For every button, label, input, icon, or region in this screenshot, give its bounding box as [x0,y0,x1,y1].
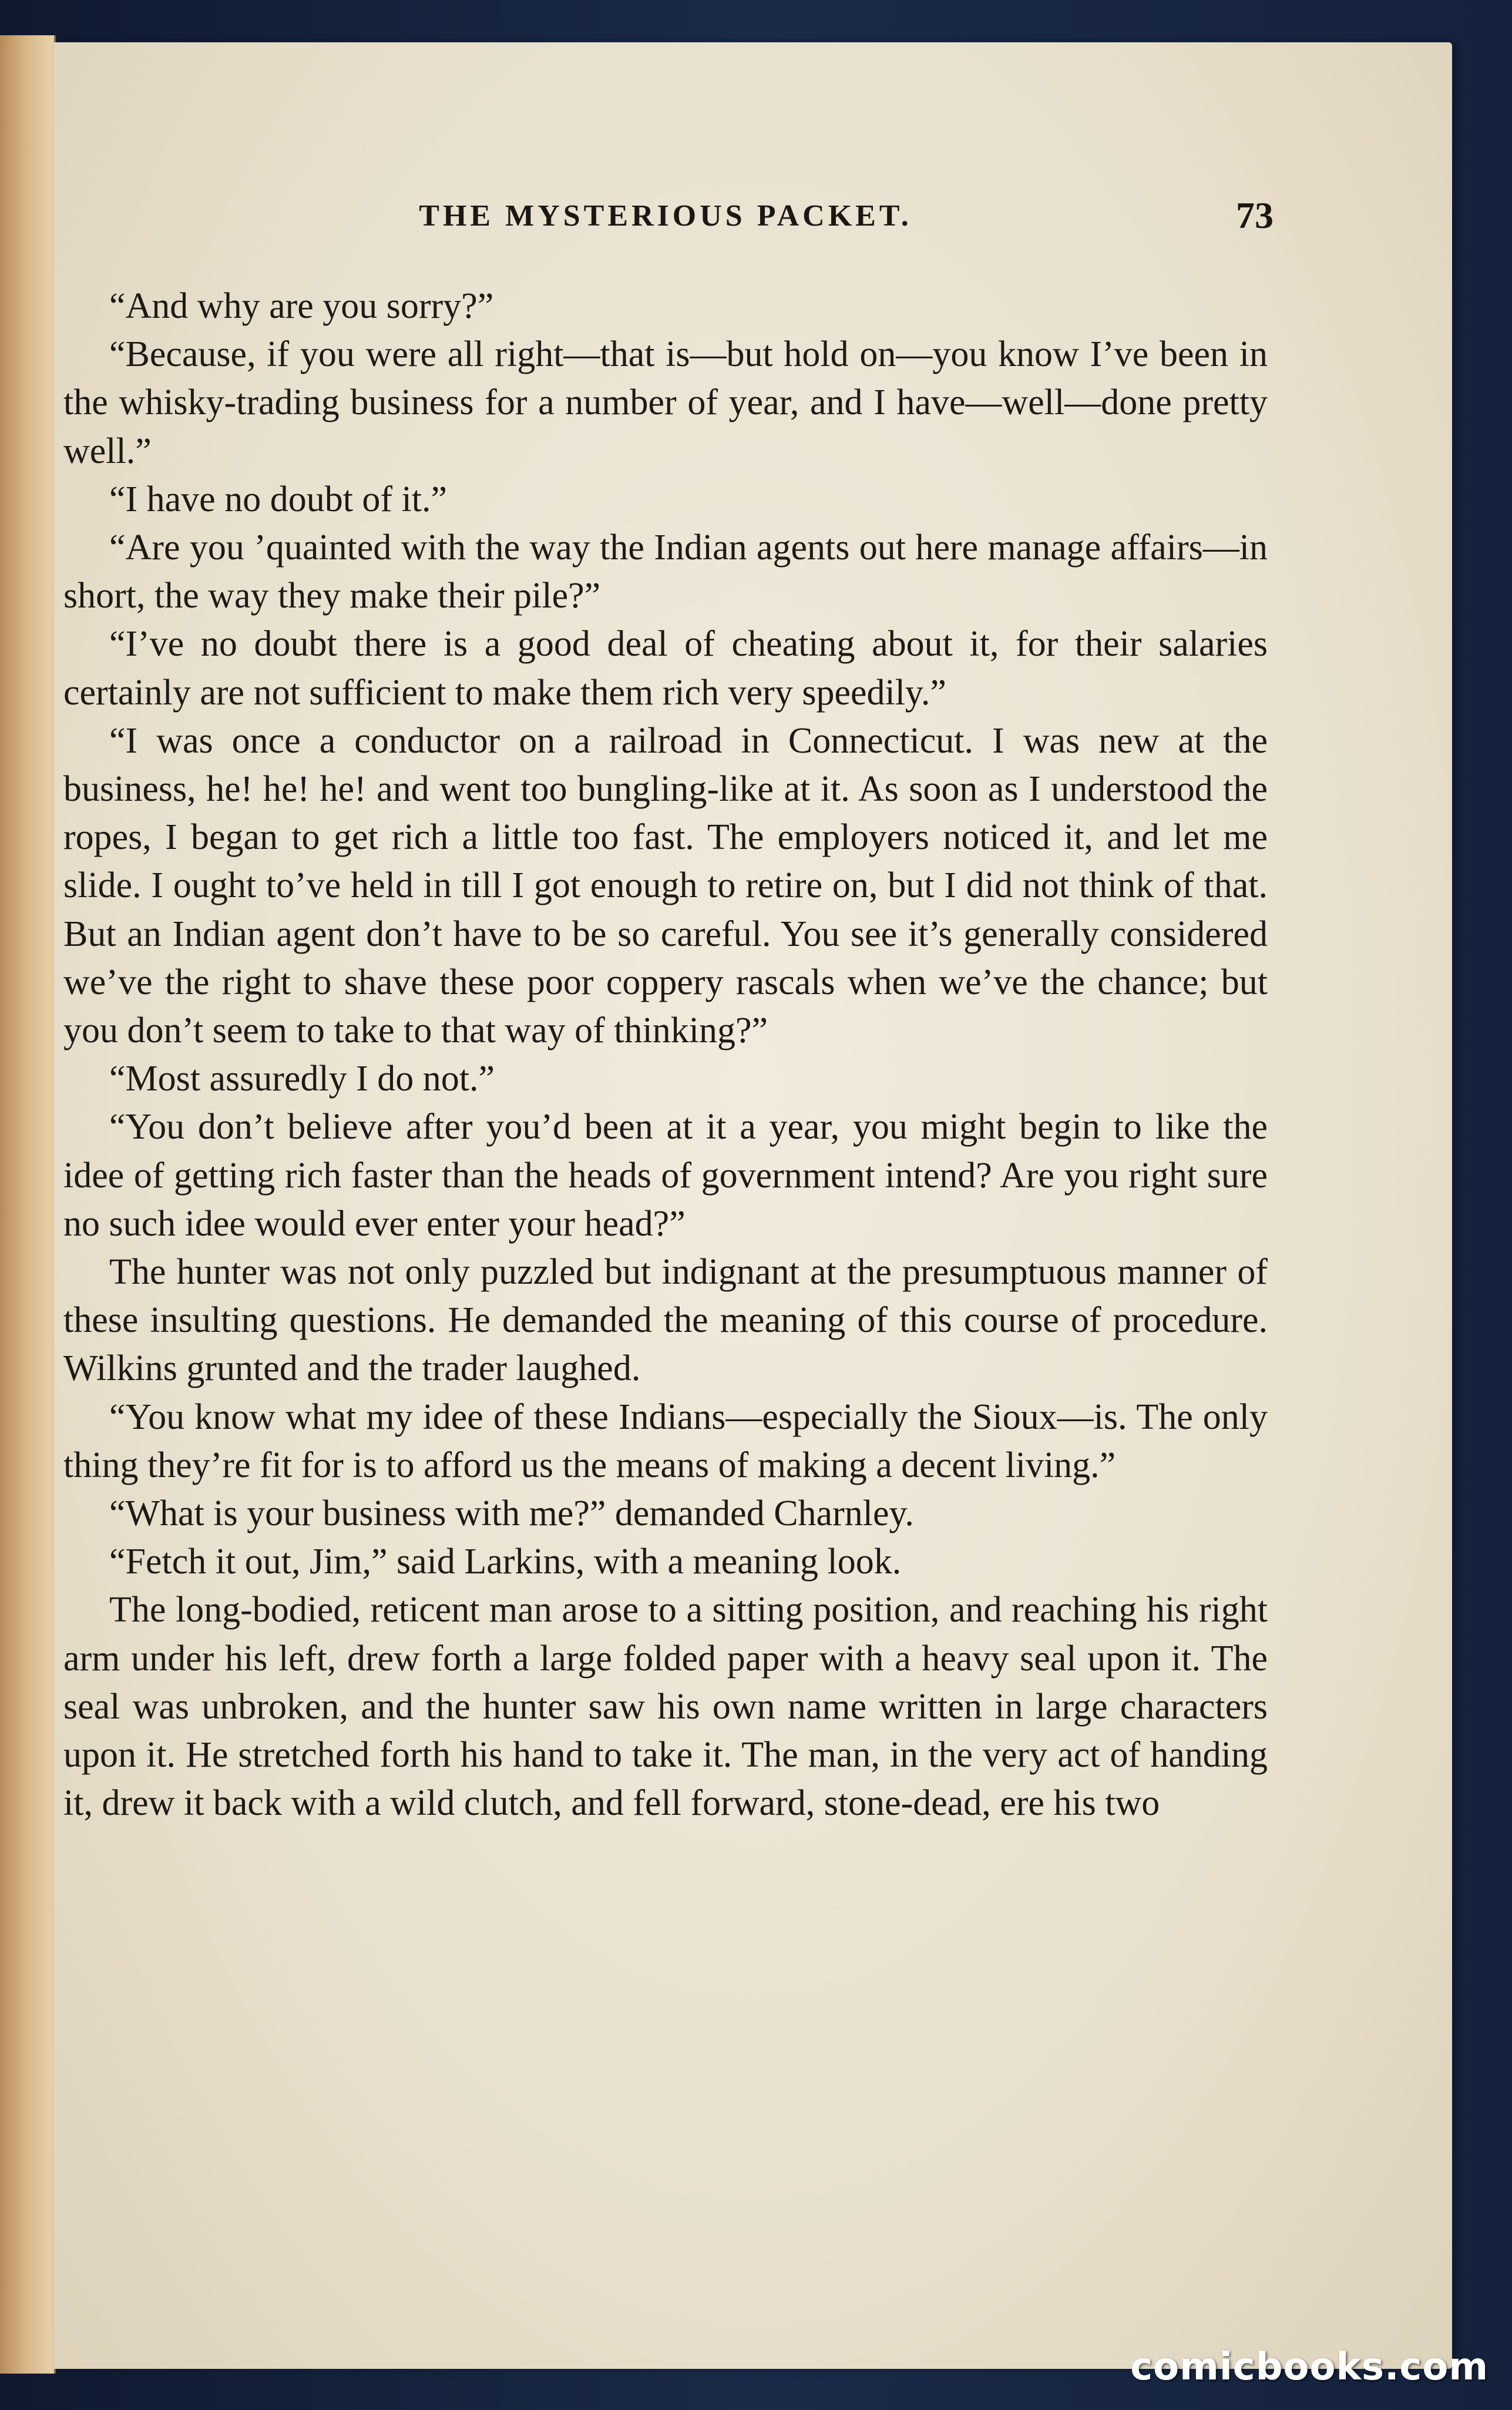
paragraph: “And why are you sorry?” [109,286,494,326]
paragraph: “I’ve no doubt there is a good deal of cheating about it, for their salaries certainly are not sufficient to make them rich very speedily.” [63,624,1268,713]
paragraph: “Most assuredly I do not.” [109,1059,495,1099]
running-title: THE MYSTERIOUS PACKET. [419,199,912,233]
paragraph: “You don’t believe after you’d been at it a year, you might begin to like the idee of getting rich faster than the heads of government intend? Are you right sure no such idee would ever enter your head?” [63,1107,1268,1244]
paragraph: “What is your business with me?” demanded Charnley. [109,1493,914,1534]
book-cover-edge [0,35,56,2374]
watermark: comicbooks.com [1130,2345,1489,2389]
paragraph: “I have no doubt of it.” [109,479,448,519]
body-text [63,282,1268,1828]
paragraph: “Because, if you were all right—that is—but hold on—you know I’ve been in the whisky-trading business for a number of year, and I have—well—done pretty well.” [63,334,1268,471]
running-head [63,194,1274,246]
paragraph: “You know what my idee of these Indians—especially the Sioux—is. The only thing they’re fit for is to afford us the means of making a decent living.” [63,1397,1268,1485]
paragraph: “Are you ’quainted with the way the Indian agents out here manage affairs—in short, the way they make their pile?” [63,528,1268,616]
paragraph: The long-bodied, reticent man arose to a sitting position, and reaching his right arm under his left, drew forth a large folded paper with a heavy seal upon it. The seal was unbroken, and the hunter saw his own name written in large characters upon it. He stretched forth his hand to take it. The man, in the very act of handing it, drew it back with a wild clutch, and fell forward, stone-dead, ere his two [63,1590,1268,1824]
paragraph: The hunter was not only puzzled but indignant at the presumptuous manner of these insulting questions. He demanded the meaning of this course of procedure. Wilkins grunted and the trader laughed. [63,1252,1268,1389]
paragraph: “I was once a conductor on a railroad in Connecticut. I was new at the business, he! he! he! and went too bungling-like at it. As soon as I understood the ropes, I began to get rich a little too fast. The employers noticed it, and let me slide. I ought to’ve held in till I got enough to retire on, but I did not think of that. But an Indian agent don’t have to be so careful. You see it’s generally considered we’ve the right to shave these poor coppery rascals when we’ve the chance; but you don’t seem to take to that way of thinking?” [63,720,1268,1051]
page-number: 73 [1236,194,1274,236]
paragraph: “Fetch it out, Jim,” said Larkins, with a meaning look. [109,1542,902,1582]
